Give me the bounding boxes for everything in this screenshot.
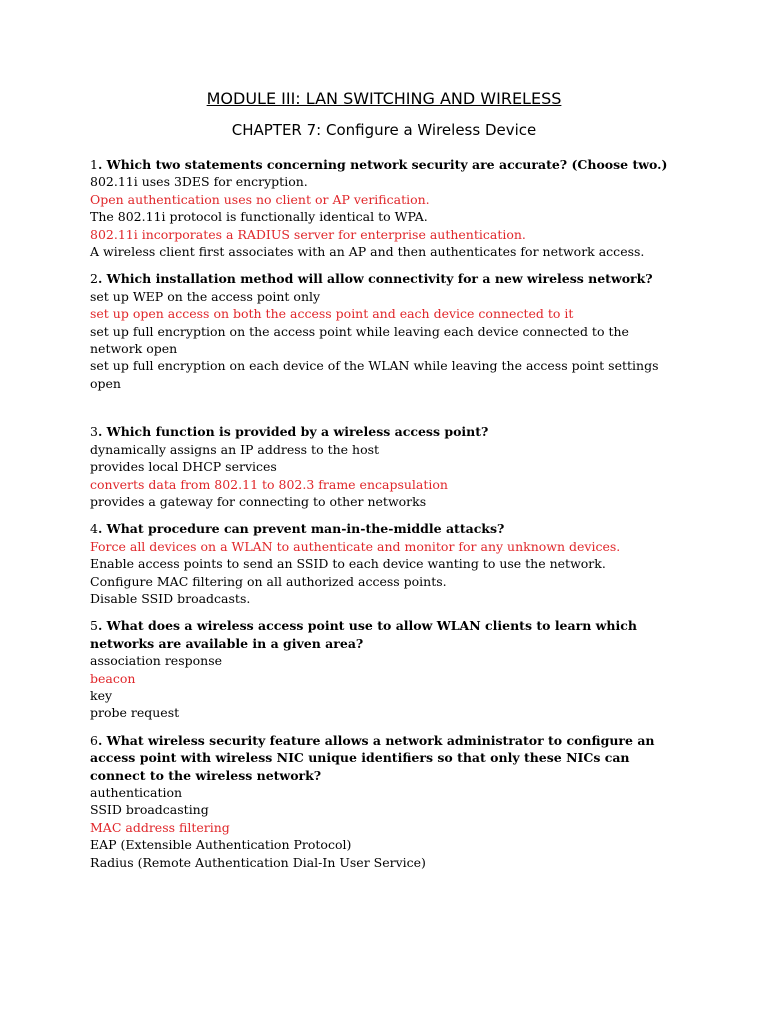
answer-option: association response	[90, 653, 223, 669]
spacer	[90, 722, 680, 732]
answer-option-correct: 802.11i incorporates a RADIUS server for enterprise authentication.	[90, 226, 526, 242]
answer-option: provides local DHCP services	[90, 459, 277, 475]
question-list	[90, 156, 680, 871]
chapter-title: CHAPTER 7: Configure a Wireless Device	[231, 121, 537, 139]
question-text: . What procedure can prevent man-in-the-middle attacks?	[97, 521, 505, 537]
answer-option: set up full encryption on each device of the WLAN while leaving the access point settings open	[90, 358, 659, 391]
question-number: 4	[90, 521, 98, 537]
answer-option: SSID broadcasting	[90, 802, 209, 818]
spacer	[90, 510, 680, 520]
question-4	[90, 520, 680, 537]
answer-option: provides a gateway for connecting to other networks	[90, 493, 427, 509]
answer-option: authentication	[90, 785, 183, 800]
question-block-5	[90, 617, 680, 721]
question-3	[90, 423, 680, 440]
question-number: 5	[90, 618, 98, 634]
answer-option-correct: MAC address filtering	[90, 819, 230, 835]
answer-option-correct: beacon	[90, 670, 136, 686]
answer-option: EAP (Extensible Authentication Protocol)	[90, 837, 352, 853]
answer-option: Enable access points to send an SSID to each device wanting to use the network.	[90, 556, 606, 572]
answer-option: set up WEP on the access point only	[90, 288, 321, 304]
spacer	[90, 392, 680, 423]
module-title: MODULE III: LAN SWITCHING AND WIRELESS	[206, 89, 562, 108]
question-5	[90, 617, 680, 652]
question-number: 6	[90, 732, 98, 748]
question-block-6	[90, 732, 680, 871]
spacer	[90, 607, 680, 617]
answer-option: dynamically assigns an IP address to the host	[90, 441, 380, 457]
spacer	[90, 260, 680, 270]
question-text: . Which two statements concerning network security are accurate? (Choose two.)	[97, 157, 668, 172]
question-2	[90, 270, 680, 287]
question-block-3	[90, 423, 680, 510]
answer-option: 802.11i uses 3DES for encryption.	[90, 174, 308, 190]
answer-option: probe request	[90, 705, 180, 721]
answer-option: Radius (Remote Authentication Dial-In User Service)	[90, 854, 426, 870]
question-number: 2	[90, 271, 98, 287]
question-number: 3	[90, 424, 98, 440]
answer-option: Disable SSID broadcasts.	[90, 590, 251, 606]
answer-option-correct: converts data from 802.11 to 802.3 frame encapsulation	[90, 476, 448, 492]
question-text: . What does a wireless access point use to allow WLAN clients to learn which networks are available in a given area?	[90, 618, 637, 651]
question-text: . Which installation method will allow connectivity for a new wireless network?	[97, 271, 653, 287]
question-block-2	[90, 270, 680, 392]
question-6	[90, 732, 680, 784]
question-number: 1	[90, 157, 98, 172]
answer-option: The 802.11i protocol is functionally identical to WPA.	[90, 209, 428, 225]
question-1	[90, 156, 680, 173]
question-block-1	[90, 156, 680, 260]
answer-option-correct: set up open access on both the access point and each device connected to it	[90, 306, 574, 322]
question-text: . What wireless security feature allows a network administrator to configure an access point with wireless NIC unique identifiers so that only these NICs can connect to the wireless network?	[90, 732, 655, 783]
answer-option: A wireless client first associates with an AP and then authenticates for network access.	[90, 244, 645, 260]
answer-option: set up full encryption on the access point while leaving each device connected to the network open	[90, 323, 629, 357]
answer-option: key	[90, 687, 113, 703]
answer-option-correct: Open authentication uses no client or AP verification.	[90, 191, 430, 207]
question-block-4	[90, 520, 680, 607]
question-text: . Which function is provided by a wireless access point?	[97, 424, 489, 440]
answer-option: Configure MAC filtering on all authorized access points.	[90, 573, 447, 589]
answer-option-correct: Force all devices on a WLAN to authenticate and monitor for any unknown devices.	[90, 538, 621, 554]
